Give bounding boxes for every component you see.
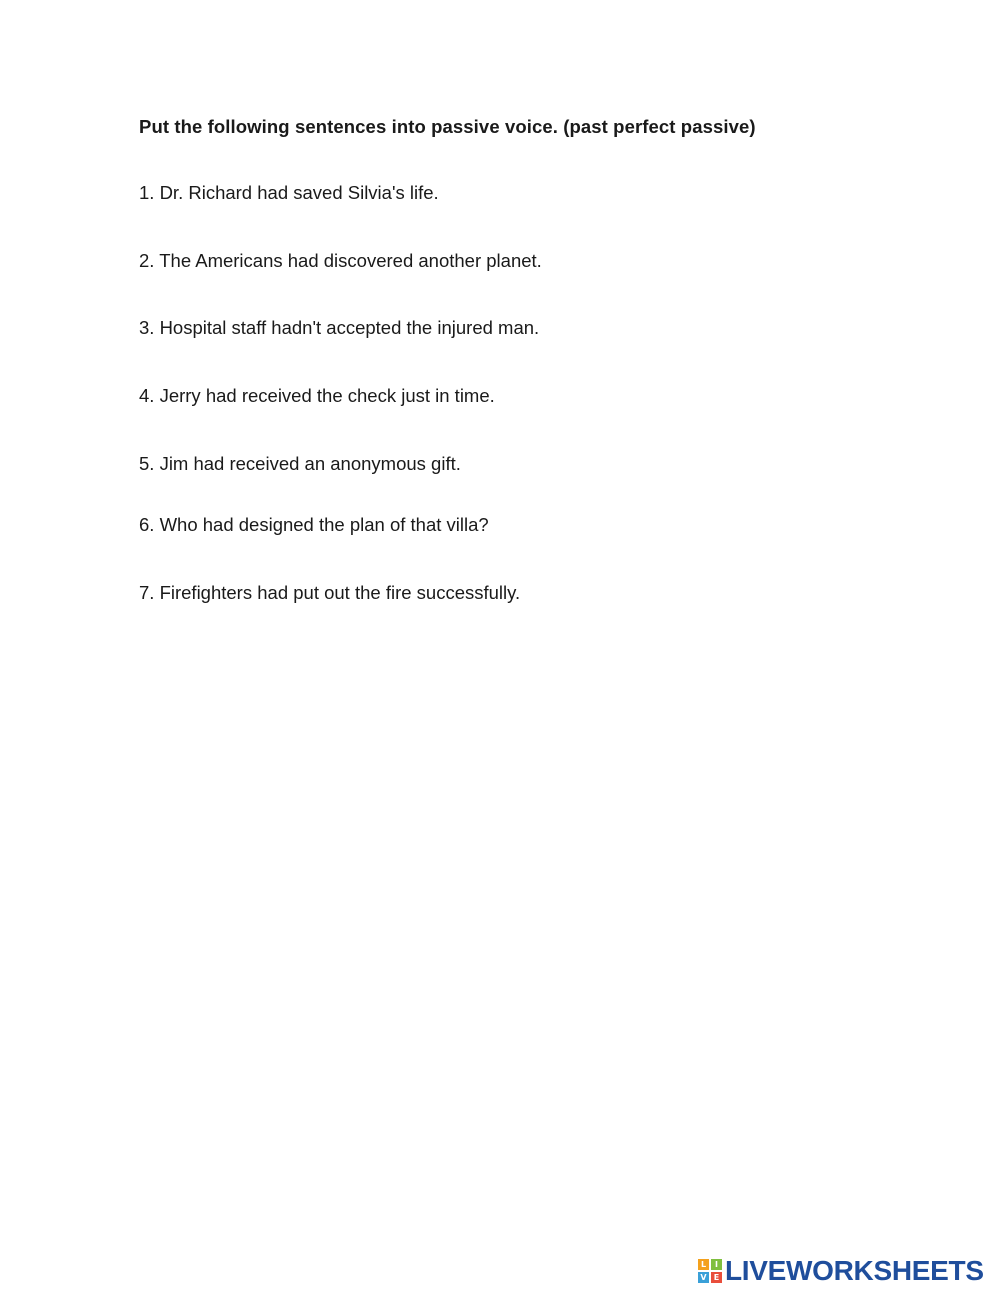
sentence-item-7: 7. Firefighters had put out the fire successfully.	[139, 582, 521, 603]
logo-text: LIVEWORKSHEETS	[725, 1255, 984, 1286]
sentence-item-4: 4. Jerry had received the check just in time.	[139, 385, 495, 406]
sentence-item-5: 5. Jim had received an anonymous gift.	[139, 453, 461, 474]
sentence-item-1: 1. Dr. Richard had saved Silvia's life.	[139, 182, 439, 203]
instruction-heading: Put the following sentences into passive voice. (past perfect passive)	[139, 116, 756, 137]
liveworksheets-logo-icon	[698, 1259, 722, 1283]
sentence-item-6: 6. Who had designed the plan of that villa?	[139, 514, 489, 535]
logo-block-l: L	[698, 1259, 709, 1270]
logo-block-v: V	[698, 1272, 709, 1283]
logo-block-e: E	[711, 1272, 722, 1283]
sentence-item-3: 3. Hospital staff hadn't accepted the injured man.	[139, 317, 540, 338]
sentence-item-2: 2. The Americans had discovered another planet.	[139, 250, 542, 271]
logo-block-i: I	[711, 1259, 722, 1270]
liveworksheets-logo	[698, 1256, 984, 1286]
